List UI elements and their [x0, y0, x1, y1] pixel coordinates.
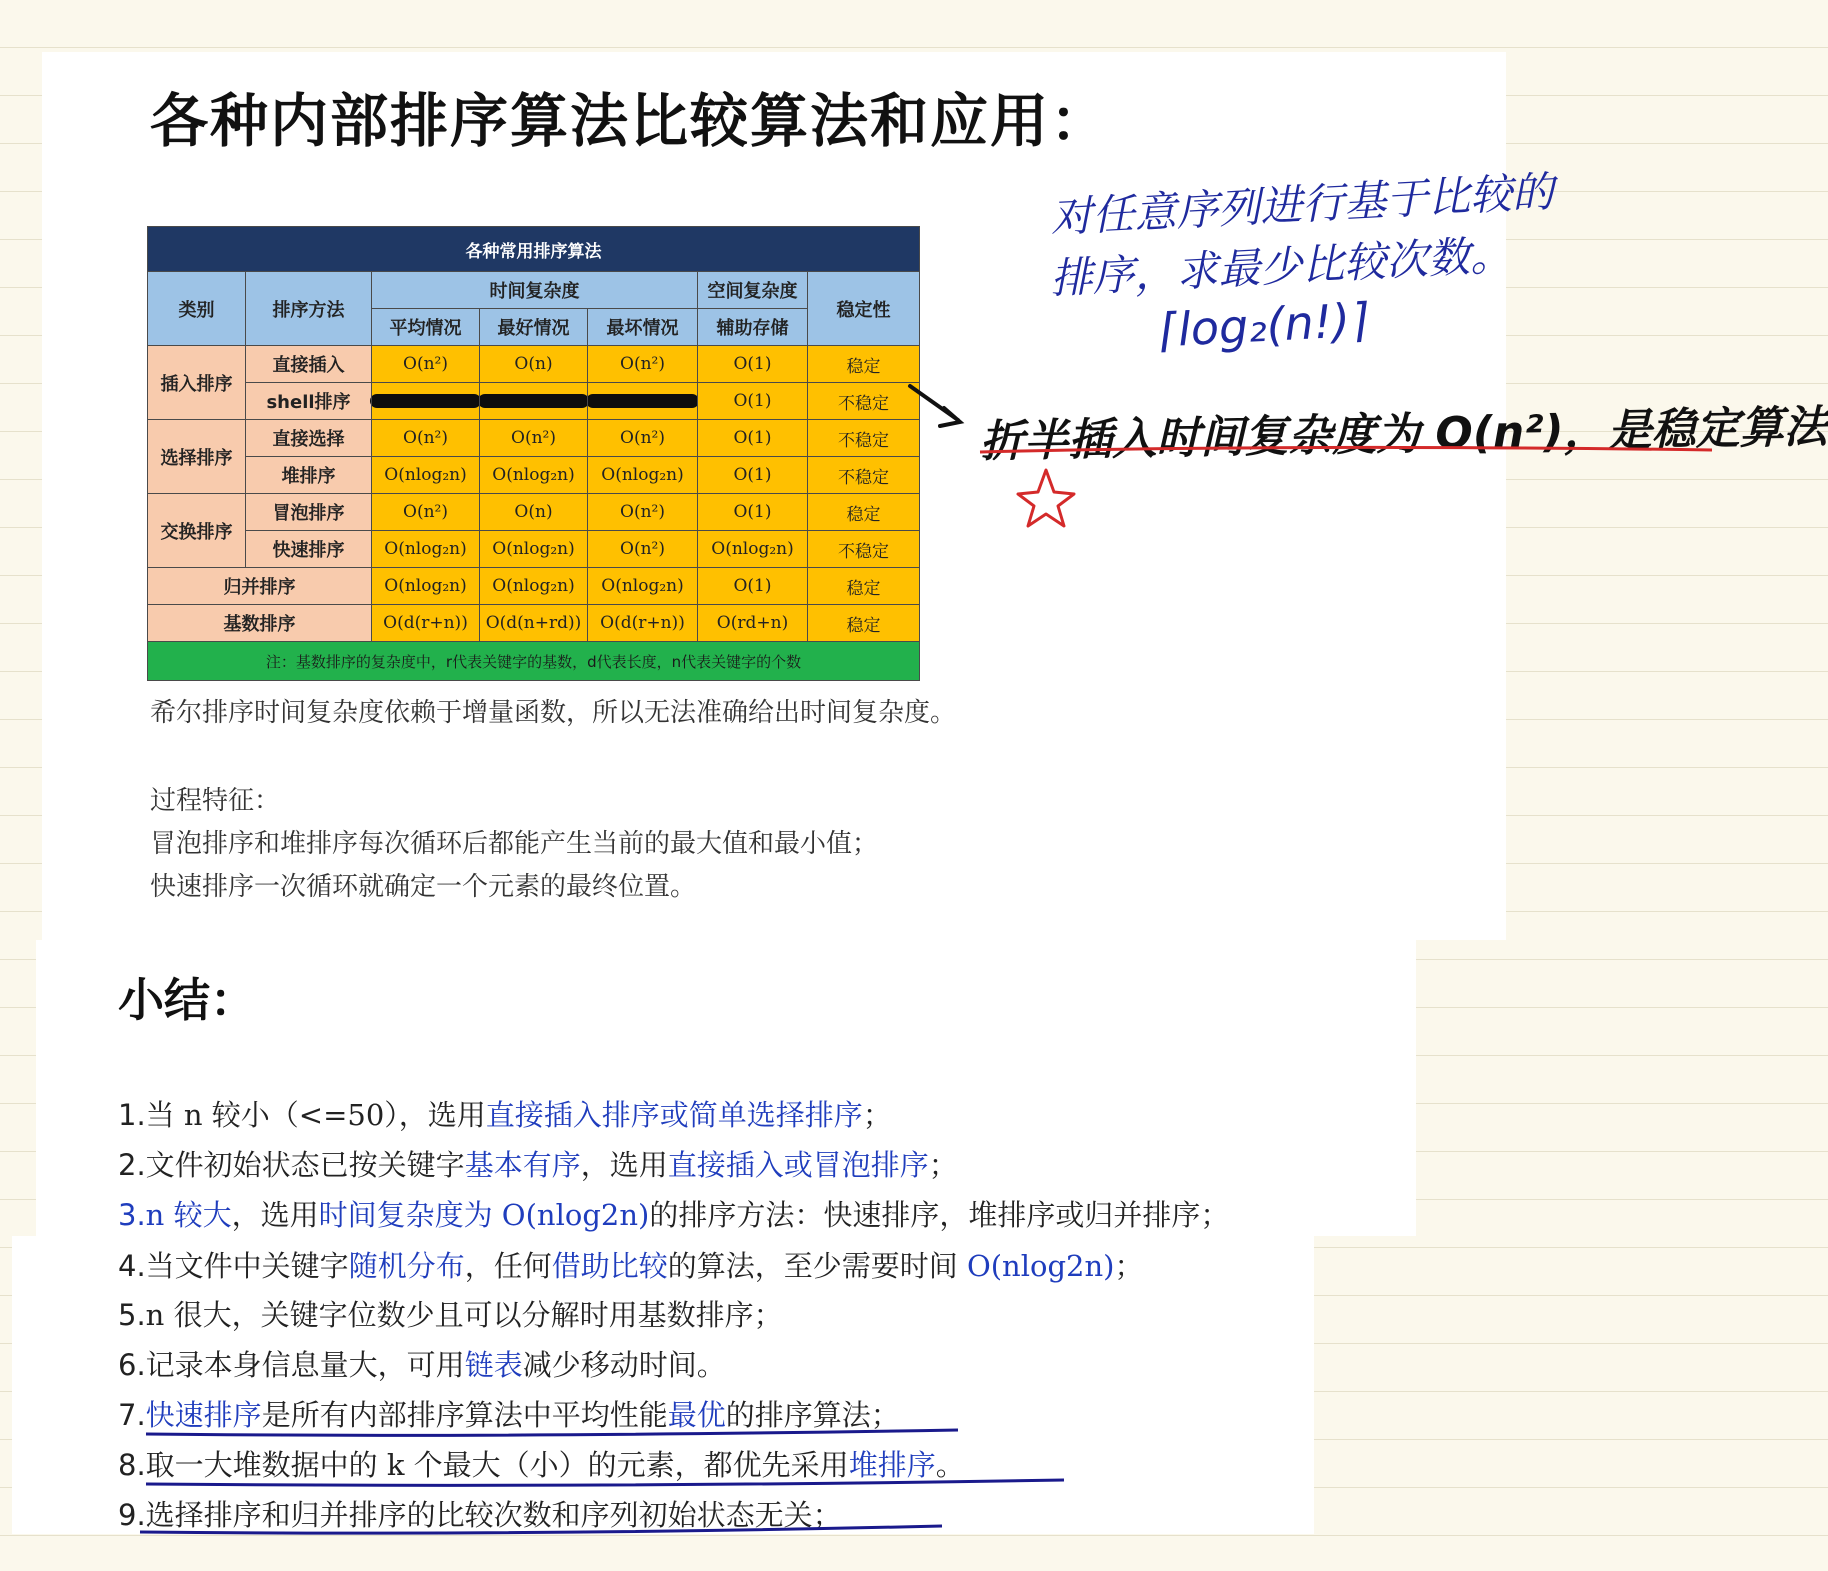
header-stability: 稳定性 [808, 272, 920, 346]
avg-cell: O(n²) [372, 420, 480, 457]
worst-cell: O(n²) [588, 420, 698, 457]
item-text: 的排序算法； [725, 1398, 900, 1432]
best-cell: O(n) [480, 346, 588, 383]
item-number: 6. [118, 1348, 146, 1382]
item-text: 当 n 较小（<=50），选用 [145, 1098, 486, 1132]
item-text: n 很大，关键字位数少且可以分解时用基数排序； [145, 1298, 783, 1332]
method-cell: shell排序 [246, 383, 372, 420]
stability-cell: 稳定 [808, 494, 920, 531]
item-text: 是所有内部排序算法中平均性能 [261, 1398, 668, 1432]
method-cell: 归并排序 [148, 568, 372, 605]
method-cell: 快速排序 [246, 531, 372, 568]
item-highlight: 直接插入或冒泡排序 [667, 1148, 929, 1182]
best-cell: O(n) [480, 494, 588, 531]
method-cell: 基数排序 [148, 605, 372, 642]
item-text: ； [1114, 1249, 1144, 1283]
header-space: 空间复杂度 [698, 272, 808, 309]
method-cell: 直接插入 [246, 346, 372, 383]
worst-cell: O(nlog₂n) [588, 457, 698, 494]
header-category: 类别 [148, 272, 246, 346]
avg-cell: O(nlog₂n) [372, 568, 480, 605]
item-number: 5. [118, 1298, 146, 1332]
worst-cell: O(n²) [588, 531, 698, 568]
header-worst: 最坏情况 [588, 309, 698, 346]
item-highlight: 借助比较 [551, 1249, 668, 1283]
item-text: 记录本身信息量大，可用 [145, 1348, 465, 1382]
item-text: 文件初始状态已按关键字 [145, 1148, 465, 1182]
category-selection: 选择排序 [148, 420, 246, 494]
underline-item-8 [146, 1480, 1064, 1485]
item-text: 当文件中关键字 [145, 1249, 349, 1283]
shell-sort-note: 希尔排序时间复杂度依赖于增量函数，所以无法准确给出时间复杂度。 [150, 698, 957, 728]
handwritten-note-line-2: 排序，求最少比较次数。 [1049, 229, 1514, 304]
handwritten-formula: ⌈log₂(n!)⌉ [1158, 292, 1370, 358]
space-cell: O(rd+n) [698, 605, 808, 642]
item-number: 2. [118, 1148, 146, 1182]
header-time: 时间复杂度 [372, 272, 698, 309]
page-title: 各种内部排序算法比较算法和应用： [150, 87, 1111, 155]
method-cell: 直接选择 [246, 420, 372, 457]
space-cell: O(1) [698, 346, 808, 383]
process-heading: 过程特征： [150, 786, 281, 816]
item-highlight: 基本有序 [464, 1148, 581, 1182]
item-text: 减少移动时间。 [522, 1348, 726, 1382]
item-number: 8. [118, 1448, 146, 1482]
best-cell: O(n²) [480, 420, 588, 457]
stability-cell: 不稳定 [808, 383, 920, 420]
item-text: 。 [935, 1448, 965, 1482]
item-number: 9. [118, 1498, 146, 1532]
header-average: 平均情况 [372, 309, 480, 346]
process-line: 快速排序一次循环就确定一个元素的最终位置。 [150, 872, 697, 902]
method-cell: 冒泡排序 [246, 494, 372, 531]
header-best: 最好情况 [480, 309, 588, 346]
item-number: 4. [118, 1249, 146, 1283]
avg-cell: O(nlog₂n) [372, 531, 480, 568]
item-text: ，任何 [464, 1249, 552, 1283]
best-cell: O(nlog₂n) [480, 568, 588, 605]
avg-cell: O(nlog₂n) [372, 457, 480, 494]
item-text: ； [862, 1098, 892, 1132]
handwritten-note-line-1: 对任意序列进行基于比较的 [1049, 166, 1556, 243]
stability-cell: 稳定 [808, 346, 920, 383]
category-insertion: 插入排序 [148, 346, 246, 420]
item-text: ； [928, 1148, 958, 1182]
space-cell: O(1) [698, 383, 808, 420]
method-cell: 堆排序 [246, 457, 372, 494]
item-text: 的算法，至少需要时间 [667, 1249, 967, 1283]
stability-cell: 不稳定 [808, 420, 920, 457]
best-cell: O(d(n+rd)) [480, 605, 588, 642]
item-highlight: 直接插入排序或简单选择排序 [485, 1098, 863, 1132]
arrow-icon [910, 386, 960, 426]
space-cell: O(nlog₂n) [698, 531, 808, 568]
stability-cell: 不稳定 [808, 531, 920, 568]
header-method: 排序方法 [246, 272, 372, 346]
item-highlight: 链表 [464, 1348, 523, 1382]
table-footnote: 注：基数排序的复杂度中，r代表关键字的基数，d代表长度，n代表关键字的个数 [148, 642, 920, 681]
avg-cell: O(n²) [372, 494, 480, 531]
item-text: 取一大堆数据中的 k 个最大（小）的元素，都优先采用 [145, 1448, 849, 1482]
stability-cell: 稳定 [808, 605, 920, 642]
underline-item-7 [146, 1430, 958, 1435]
stability-cell: 不稳定 [808, 457, 920, 494]
item-highlight: n 较大 [145, 1198, 232, 1232]
space-cell: O(1) [698, 568, 808, 605]
summary-heading: 小结： [118, 973, 256, 1027]
item-text: 选择排序和归并排序的比较次数和序列初始状态无关； [145, 1498, 842, 1532]
table-caption: 各种常用排序算法 [148, 227, 920, 272]
item-highlight: O(nlog2n) [966, 1249, 1115, 1283]
process-line: 冒泡排序和堆排序每次循环后都能产生当前的最大值和最小值； [150, 829, 879, 859]
worst-cell: O(n²) [588, 494, 698, 531]
space-cell: O(1) [698, 494, 808, 531]
red-underline [980, 447, 1712, 452]
underline-item-9 [140, 1526, 942, 1533]
handwritten-binary-insertion-note: 折半插入时间复杂度为 O(n²)，是稳定算法 [979, 401, 1828, 468]
item-highlight: 快速排序 [145, 1398, 262, 1432]
item-highlight: 时间复杂度为 O(nlog2n) [318, 1198, 650, 1232]
item-text: 的排序方法：快速排序，堆排序或归并排序； [649, 1198, 1230, 1232]
red-star-icon [1018, 470, 1074, 526]
worst-cell: O(nlog₂n) [588, 568, 698, 605]
space-cell: O(1) [698, 457, 808, 494]
category-exchange: 交换排序 [148, 494, 246, 568]
stability-cell: 稳定 [808, 568, 920, 605]
space-cell: O(1) [698, 420, 808, 457]
worst-cell: O(n²) [588, 346, 698, 383]
item-highlight: 随机分布 [348, 1249, 465, 1283]
worst-cell: O(d(r+n)) [588, 605, 698, 642]
best-cell: O(nlog₂n) [480, 457, 588, 494]
item-text: ，选用 [580, 1148, 668, 1182]
avg-cell: O(d(r+n)) [372, 605, 480, 642]
item-highlight: 最优 [667, 1398, 726, 1432]
best-cell: O(nlog₂n) [480, 531, 588, 568]
avg-cell: O(n²) [372, 346, 480, 383]
item-text: ，选用 [231, 1198, 319, 1232]
item-number: 3. [118, 1198, 146, 1232]
item-highlight: 堆排序 [848, 1448, 936, 1482]
item-number: 1. [118, 1098, 146, 1132]
item-number: 7. [118, 1398, 146, 1432]
header-auxiliary: 辅助存储 [698, 309, 808, 346]
